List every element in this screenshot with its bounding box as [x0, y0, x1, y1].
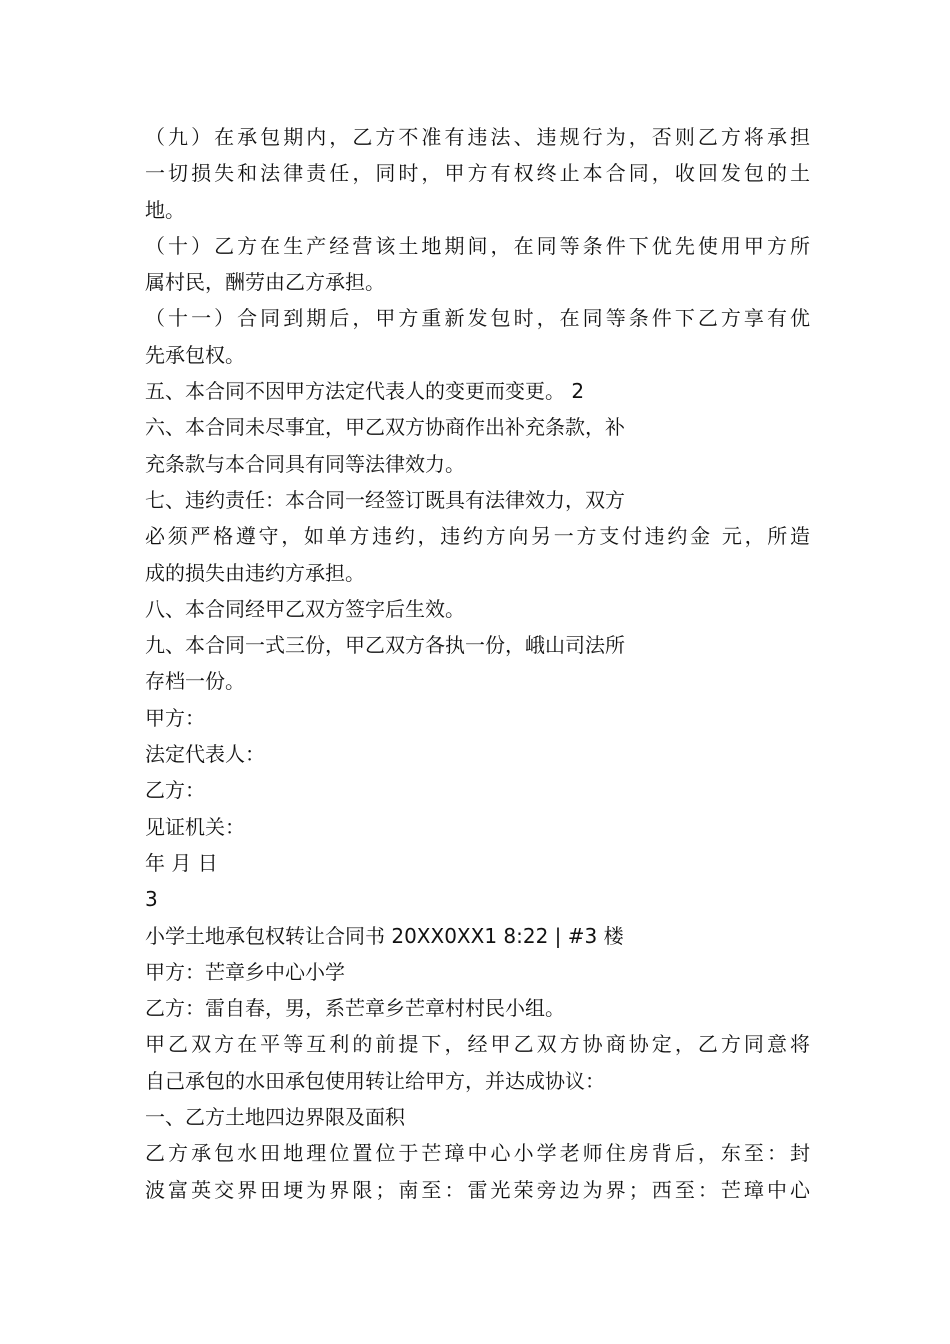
text-line: 小学土地承包权转让合同书 20XX0XX1 8:22 | #3 楼 — [145, 923, 624, 948]
text-line: 乙方： — [145, 778, 205, 803]
text-line: （十一）合同到期后，甲方重新发包时，在同等条件下乙方享有优 — [145, 306, 810, 331]
text-line: 波富英交界田埂为界限；南至：雷光荣旁边为界；西至：芒璋中心 — [145, 1177, 810, 1202]
text-line: （十）乙方在生产经营该土地期间，在同等条件下优先使用甲方所 — [145, 233, 810, 258]
text-line: 见证机关： — [145, 814, 245, 839]
text-line: （九）在承包期内，乙方不准有违法、违规行为，否则乙方将承担 — [145, 125, 810, 149]
text-line: 充条款与本合同具有同等法律效力。 — [145, 451, 465, 476]
text-line: 八、本合同经甲乙双方签字后生效。 — [145, 596, 465, 621]
text-line: 成的损失由违约方承担。 — [145, 560, 365, 585]
text-line: 乙方：雷自春，男，系芒章乡芒章村村民小组。 — [145, 996, 565, 1021]
text-line: 一切损失和法律责任，同时，甲方有权终止本合同，收回发包的土 — [145, 161, 810, 186]
text-line: 九、本合同一式三份，甲乙双方各执一份，峨山司法所 — [145, 633, 625, 658]
text-line: 七、违约责任：本合同一经签订既具有法律效力，双方 — [145, 487, 625, 512]
text-line: 甲乙双方在平等互利的前提下，经甲乙双方协商协定，乙方同意将 — [145, 1032, 810, 1057]
text-line: 五、本合同不因甲方法定代表人的变更而变更。 2 — [145, 379, 585, 404]
text-line: 甲方： — [145, 705, 205, 730]
text-line: 自己承包的水田承包使用转让给甲方，并达成协议： — [145, 1068, 605, 1093]
text-line: 必须严格遵守，如单方违约，违约方向另一方支付违约金 元，所造 — [145, 524, 810, 549]
text-line: 法定代表人： — [145, 742, 265, 767]
text-line: 3 — [145, 887, 158, 912]
document-body — [145, 119, 810, 1208]
text-line: 六、本合同未尽事宜，甲乙双方协商作出补充条款，补 — [145, 415, 625, 440]
text-line: 存档一份。 — [145, 669, 245, 694]
text-line: 先承包权。 — [145, 342, 245, 367]
text-line: 属村民，酬劳由乙方承担。 — [145, 270, 385, 295]
text-line: 年 月 日 — [145, 850, 218, 875]
text-line: 甲方：芒章乡中心小学 — [145, 959, 345, 984]
text-line: 乙方承包水田地理位置位于芒璋中心小学老师住房背后，东至：封 — [145, 1141, 810, 1166]
text-line: 地。 — [145, 197, 185, 222]
text-line: 一、乙方土地四边界限及面积 — [145, 1105, 405, 1130]
